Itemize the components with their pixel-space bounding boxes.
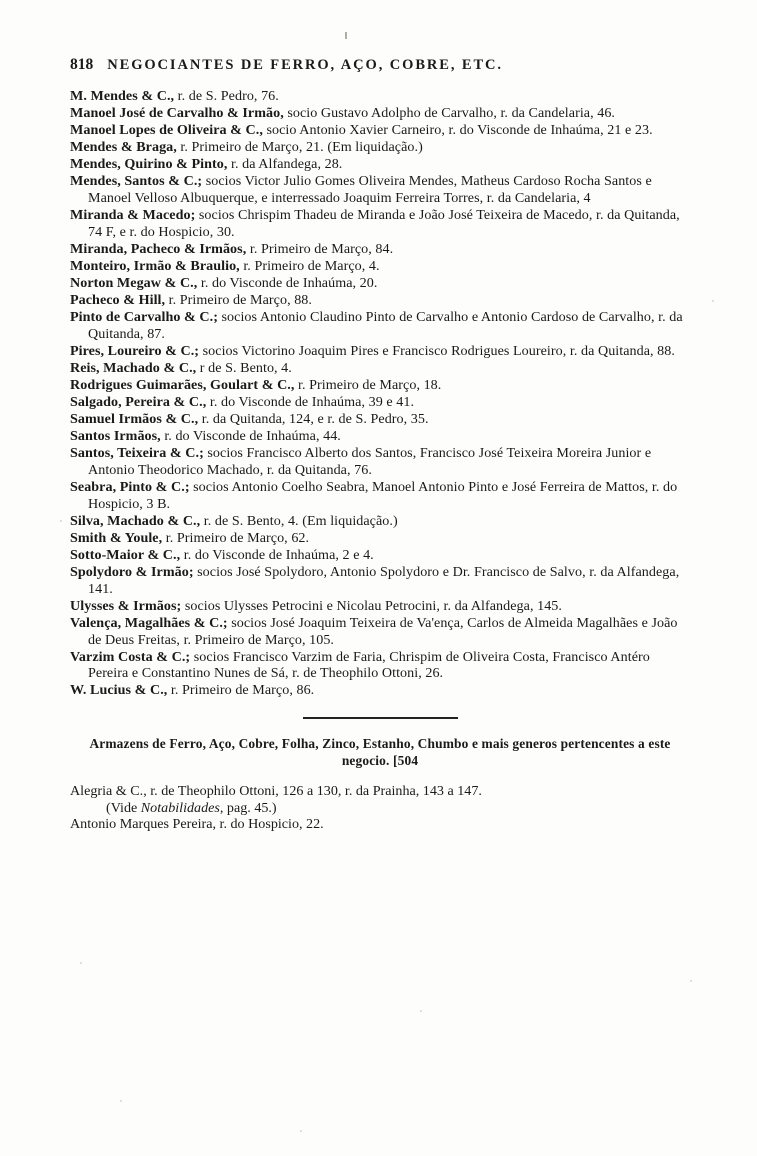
paper-speck <box>712 300 714 302</box>
list-item <box>70 122 690 139</box>
directory-entry-list <box>70 88 690 699</box>
entry-name: Varzim Costa & C.; <box>70 648 191 665</box>
entry-details: socios Victor Julio Gomes Oliveira Mendes, Matheus Cardoso Rocha Santos e Manoel Velloso Albuquerque, e interressado Joaquim Ferreira Torres, r. da Candelaria, 4 <box>88 173 652 207</box>
list-item <box>70 377 690 394</box>
entry-name: Pacheco & Hill, <box>70 292 166 309</box>
page-content <box>70 56 690 833</box>
list-item <box>70 139 690 156</box>
list-item <box>70 241 690 258</box>
entry-name: Santos Irmãos, <box>70 428 161 445</box>
entry-details: r. do Visconde de Inhaúma, 2 e 4. <box>180 547 374 564</box>
entry-name: Ulysses & Irmãos; <box>70 597 182 614</box>
paper-speck <box>60 520 62 522</box>
list-item <box>70 428 690 445</box>
entry-name: Seabra, Pinto & C.; <box>70 479 190 496</box>
entry-details: r. do Visconde de Inhaúma, 44. <box>160 428 341 445</box>
entry-name: Pires, Loureiro & C.; <box>70 342 200 359</box>
entry-name: Rodrigues Guimarães, Goulart & C., <box>70 377 295 394</box>
paper-speck <box>420 1010 422 1012</box>
list-item <box>70 530 690 547</box>
paper-speck <box>690 980 692 982</box>
list-item <box>70 649 690 682</box>
entry-details: r. de Theophilo Ottoni, 126 a 130, r. da Prainha, 143 a 147. <box>146 782 482 799</box>
entry-details: r. do Hospicio, 22. <box>216 816 324 833</box>
list-item <box>70 292 690 309</box>
entry-name: Santos, Teixeira & C.; <box>70 445 204 462</box>
entry-cross-reference <box>88 800 690 817</box>
list-item <box>70 88 690 105</box>
list-item <box>70 547 690 564</box>
entry-name: Silva, Machado & C., <box>70 512 201 529</box>
list-item <box>70 564 690 597</box>
list-item <box>70 783 690 817</box>
entry-name: Reis, Machado & C., <box>70 360 197 376</box>
entry-details: r. de S. Pedro, 76. <box>174 88 279 104</box>
list-item <box>70 682 690 699</box>
entry-details: r. Primeiro de Março, 18. <box>294 377 442 394</box>
paper-speck <box>300 1130 302 1132</box>
section-heading: Armazens de Ferro, Aço, Cobre, Folha, Zinco, Estanho, Chumbo e mais generos pertencentes a este negocio. [504 <box>89 735 671 768</box>
page-number: 818 <box>70 56 94 73</box>
entry-details: r. da Quitanda, 124, e r. de S. Pedro, 35. <box>198 411 429 428</box>
entry-details: r de S. Bento, 4. <box>196 360 292 376</box>
entry-details: r. Primeiro de Março, 88. <box>165 292 312 309</box>
entry-details: socios Victorino Joaquim Pires e Francisco Rodrigues Loureiro, r. da Quitanda, 88. <box>199 342 675 359</box>
list-item <box>70 411 690 428</box>
list-item <box>70 343 690 360</box>
paper-speck <box>80 962 82 964</box>
list-item <box>70 598 690 615</box>
entry-name: Mendes, Santos & C.; <box>70 173 203 190</box>
entry-details: r. Primeiro de Março, 62. <box>162 529 310 546</box>
page-header <box>70 56 690 74</box>
entry-name: Monteiro, Irmão & Braulio, <box>70 257 240 274</box>
entry-details: r. Primeiro de Março, 84. <box>246 240 394 257</box>
entry-name: Spolydoro & Irmão; <box>70 564 194 581</box>
entry-name: Sotto-Maior & C., <box>70 547 181 564</box>
entry-name: Miranda & Macedo; <box>70 207 196 224</box>
entry-details: r. Primeiro de Março, 86. <box>167 682 315 699</box>
list-item <box>70 207 690 240</box>
list-item <box>70 615 690 648</box>
cross-reference-prefix: (Vide <box>106 799 141 816</box>
entry-details: r. Primeiro de Março, 21. (Em liquidação.) <box>176 139 423 156</box>
entry-details: r. do Visconde de Inhaúma, 39 e 41. <box>206 394 415 411</box>
entry-name: Salgado, Pereira & C., <box>70 394 207 411</box>
entry-details: r. de S. Bento, 4. (Em liquidação.) <box>200 512 398 529</box>
directory-tail-list <box>70 783 690 833</box>
list-item <box>70 360 690 377</box>
list-item <box>70 479 690 512</box>
entry-details: socios Antonio Coelho Seabra, Manoel Antonio Pinto e José Ferreira de Mattos, r. do Hospicio, 3 B. <box>88 479 678 512</box>
entry-name: Pinto de Carvalho & C.; <box>70 309 218 326</box>
list-item <box>70 394 690 411</box>
entry-name: Manoel Lopes de Oliveira & C., <box>70 122 263 139</box>
entry-name: M. Mendes & C., <box>70 88 175 104</box>
entry-details: r. da Alfandega, 28. <box>227 156 343 173</box>
entry-name: Samuel Irmãos & C., <box>70 411 199 428</box>
list-item <box>70 105 690 122</box>
list-item <box>70 258 690 275</box>
entry-details: socios Francisco Varzim de Faria, Chrispim de Oliveira Costa, Francisco Antéro Pereira e Constantino Nunes de Sá, r. de Theophilo Ottoni, 26. <box>88 648 650 682</box>
page-title: NEGOCIANTES DE FERRO, AÇO, COBRE, ETC. <box>107 57 503 73</box>
entry-name: Smith & Youle, <box>70 529 163 546</box>
entry-name: Valença, Magalhães & C.; <box>70 614 228 631</box>
list-item <box>70 275 690 292</box>
entry-name: Mendes & Braga, <box>70 139 177 156</box>
entry-name: W. Lucius & C., <box>70 682 168 699</box>
list-item <box>70 309 690 342</box>
entry-name: Mendes, Quirino & Pinto, <box>70 156 228 173</box>
section-divider <box>303 717 458 719</box>
entry-details: r. Primeiro de Março, 4. <box>239 257 380 274</box>
entry-name: Alegria & C., <box>70 782 147 799</box>
entry-details: socios Chrispim Thadeu de Miranda e João José Teixeira de Macedo, r. da Quitanda, 74 F, e r. do Hospicio, 30. <box>88 207 680 240</box>
list-item <box>70 816 690 833</box>
cross-reference-target: Notabilidades <box>140 799 220 816</box>
page-speck-mark <box>345 32 347 39</box>
entry-details: socios Francisco Alberto dos Santos, Francisco José Teixeira Moreira Junior e Antonio Theodorico Machado, r. da Quitanda, 76. <box>88 445 652 479</box>
paper-speck <box>120 1100 122 1102</box>
entry-details: socios José Spolydoro, Antonio Spolydoro e Dr. Francisco de Salvo, r. da Alfandega, 141. <box>88 564 680 597</box>
list-item <box>70 445 690 478</box>
entry-details: socios Antonio Claudino Pinto de Carvalho e Antonio Cardoso de Carvalho, r. da Quitanda, 87. <box>88 309 683 342</box>
list-item <box>70 513 690 530</box>
entry-name: Norton Megaw & C., <box>70 275 198 292</box>
entry-details: socios Ulysses Petrocini e Nicolau Petrocini, r. da Alfandega, 145. <box>181 597 562 614</box>
entry-name: Miranda, Pacheco & Irmãos, <box>70 240 247 257</box>
entry-details: r. do Visconde de Inhaúma, 20. <box>197 275 378 292</box>
list-item <box>70 156 690 173</box>
cross-reference-page: , pag. 45.) <box>219 799 277 816</box>
list-item <box>70 173 690 206</box>
entry-name: Manoel José de Carvalho & Irmão, <box>70 105 284 122</box>
entry-details: socio Gustavo Adolpho de Carvalho, r. da Candelaria, 46. <box>283 105 616 122</box>
entry-name: Antonio Marques Pereira, <box>70 816 216 833</box>
entry-details: socios José Joaquim Teixeira de Va'ença, Carlos de Almeida Magalhães e João de Deus Freitas, r. Primeiro de Março, 105. <box>88 614 678 648</box>
entry-details: socio Antonio Xavier Carneiro, r. do Visconde de Inhaúma, 21 e 23. <box>262 122 653 139</box>
